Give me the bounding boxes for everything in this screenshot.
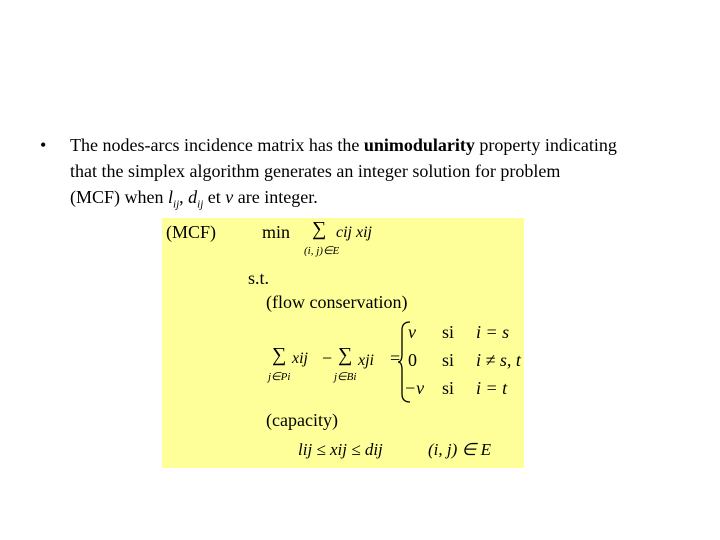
sum-symbol-1: ∑: [272, 344, 287, 366]
minus-sign: −: [322, 348, 333, 368]
sum-index-objective: (i, j)∈E: [304, 245, 340, 257]
sum2-term: xji: [358, 352, 374, 369]
bold-term: unimodularity: [363, 135, 475, 155]
bullet-line-2: that the simplex algorithm generates an integer solution for problem: [70, 161, 561, 181]
objective-term: cij xij: [336, 224, 372, 241]
bullet-line3-post: are integer.: [233, 187, 318, 207]
bullet-text: [70, 132, 700, 218]
capacity-constraint: lij ≤ xij ≤ dij: [298, 440, 383, 459]
capacity-label: (capacity): [266, 410, 338, 430]
bullet-line3-pre: (MCF) when: [70, 187, 168, 207]
bullet-line-1: [70, 132, 700, 158]
bullet-item: [40, 132, 700, 218]
var-d: d: [188, 187, 198, 207]
case2-value: 0: [408, 350, 417, 370]
sum2-index: j∈Bi: [334, 371, 357, 383]
case1-si: si: [442, 322, 455, 342]
bullet-line1-pre: The nodes-arcs incidence matrix has the: [70, 135, 364, 155]
sum1-index: j∈Pi: [268, 371, 291, 383]
mcf-label: (MCF): [166, 222, 217, 242]
case2-si: si: [442, 350, 455, 370]
bullet-line1-post: property indicating: [474, 135, 617, 155]
var-l-sub: ij: [173, 198, 180, 211]
bullet-dot: •: [40, 135, 47, 155]
comma: ,: [179, 187, 189, 207]
subject-to: s.t.: [248, 268, 270, 288]
var-l: l: [168, 187, 174, 207]
var-v: v: [225, 187, 234, 207]
case2-cond: i ≠ s, t: [476, 350, 521, 370]
case1-value: v: [408, 322, 416, 342]
var-d-sub: ij: [197, 198, 204, 211]
bullet-line-3: [70, 184, 700, 218]
sum1-term: xij: [292, 350, 308, 367]
sum-symbol-objective: ∑: [312, 218, 327, 240]
flow-conservation-label: (flow conservation): [266, 292, 408, 312]
formulation-box: [162, 218, 524, 468]
et-word: et: [203, 187, 226, 207]
case1-cond: i = s: [476, 322, 510, 342]
case3-value: −v: [404, 378, 425, 398]
min-operator: min: [262, 222, 291, 242]
equals-sign: =: [390, 348, 401, 368]
case3-cond: i = t: [476, 378, 508, 398]
case3-si: si: [442, 378, 455, 398]
sum-symbol-2: ∑: [338, 344, 353, 366]
capacity-domain: (i, j) ∈ E: [428, 440, 491, 459]
